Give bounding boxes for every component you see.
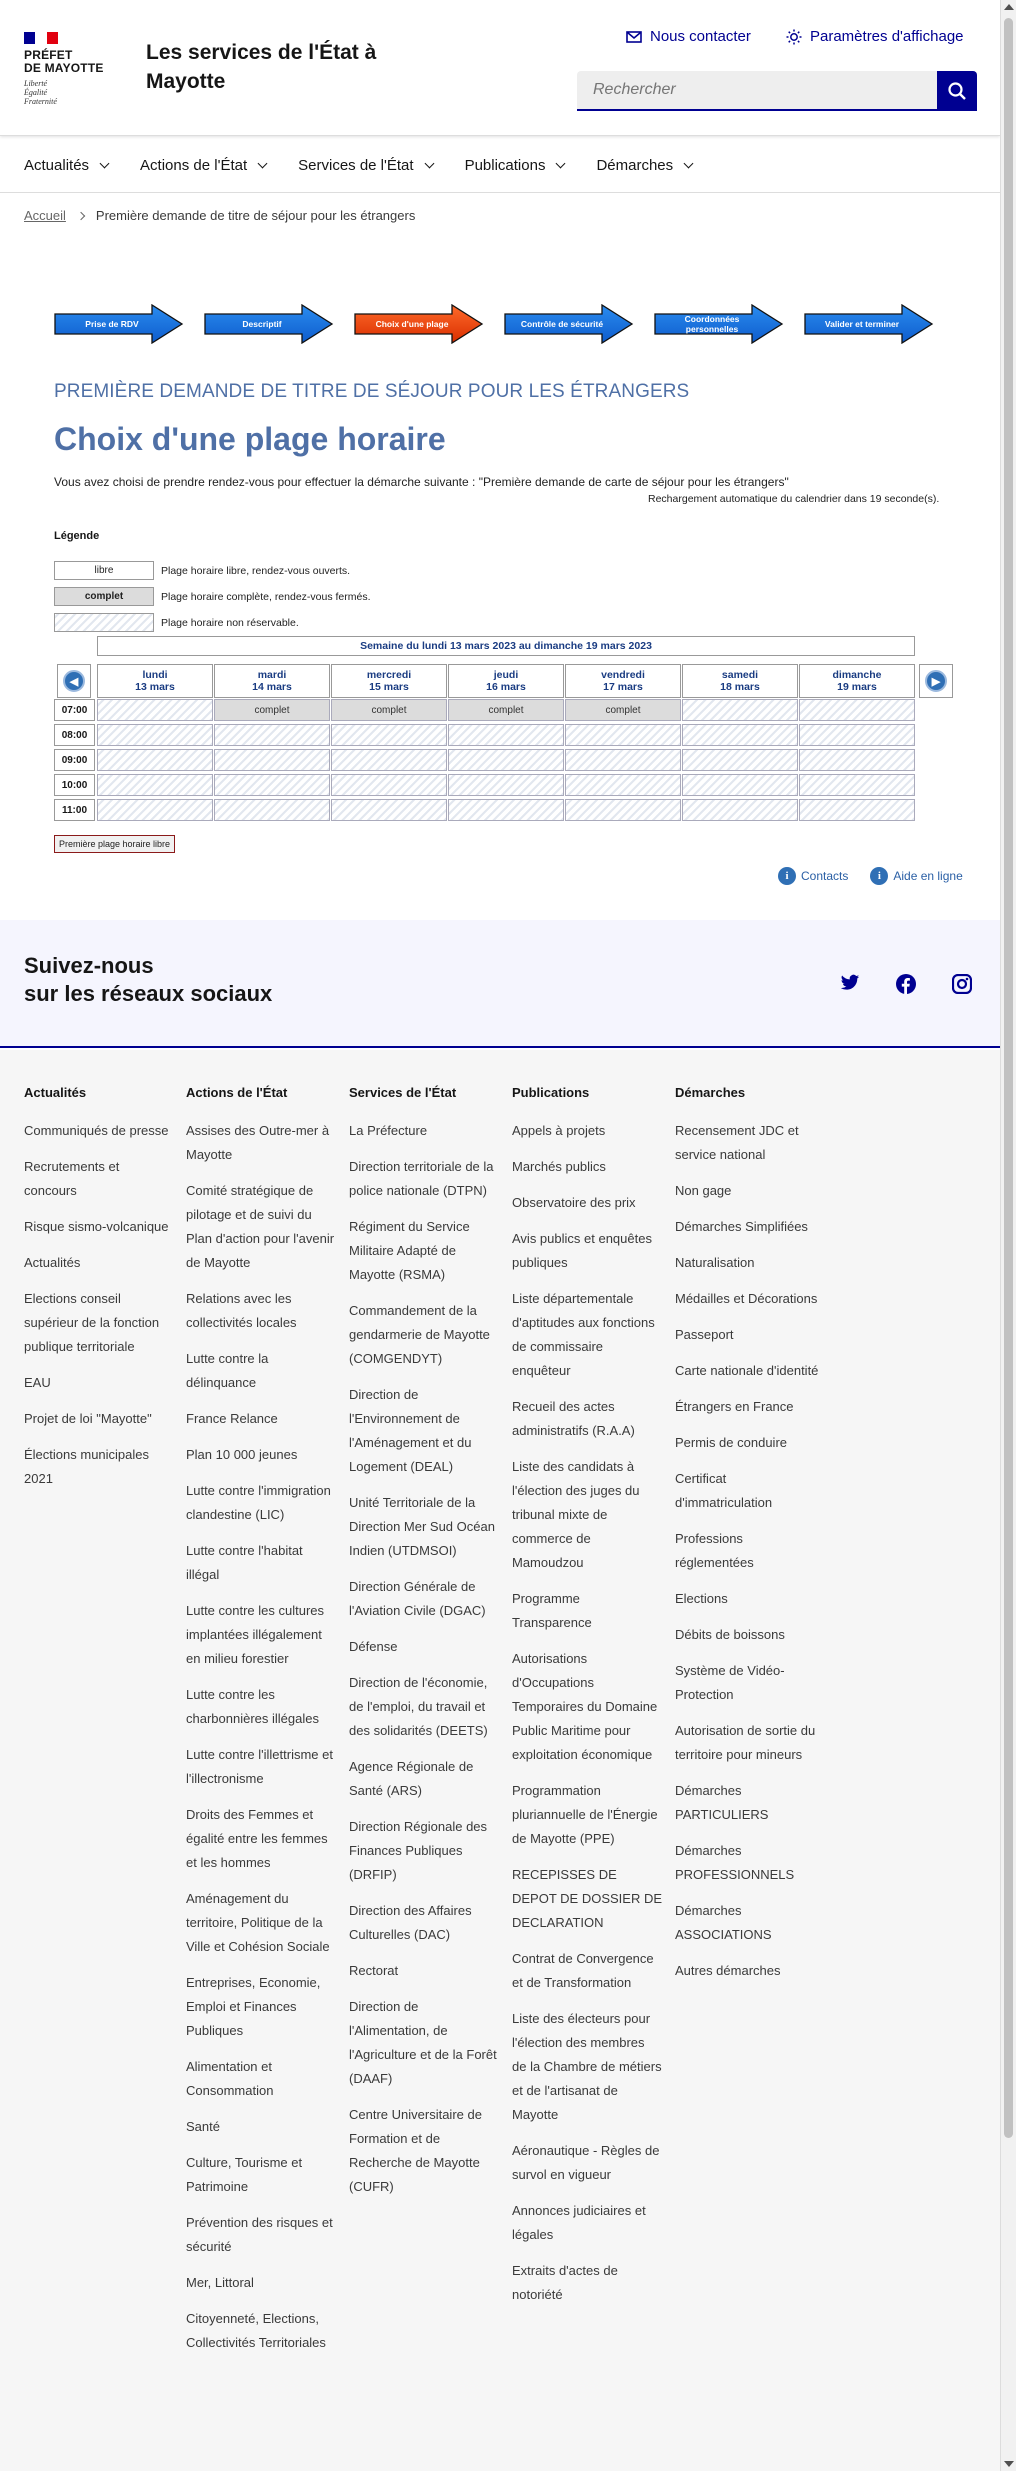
footer-link[interactable]: Annonces judiciaires et légales	[512, 2203, 646, 2242]
footer-link[interactable]: Étrangers en France	[675, 1399, 794, 1414]
footer-link[interactable]: Projet de loi "Mayotte"	[24, 1411, 152, 1426]
footer-link[interactable]: Marchés publics	[512, 1159, 606, 1174]
chevron-down-icon	[258, 158, 268, 168]
footer-link[interactable]: Certificat d'immatriculation	[675, 1471, 773, 1510]
slot-full: complet	[565, 699, 681, 721]
footer-link[interactable]: Contrat de Convergence et de Transformation	[512, 1951, 654, 1990]
slot-unavailable	[565, 799, 681, 821]
footer-link[interactable]: Direction Générale de l'Aviation Civile (DGAC)	[349, 1579, 486, 1618]
footer-link[interactable]: Programme Transparence	[512, 1591, 592, 1630]
logo-line-1: PRÉFET	[24, 48, 73, 62]
slot-unavailable	[331, 799, 447, 821]
step-label: Descriptif	[242, 319, 282, 329]
footer-link[interactable]: Elections	[675, 1591, 728, 1606]
slot-unavailable	[799, 799, 915, 821]
slot-unavailable	[214, 724, 330, 746]
nav-label: Services de l'État	[298, 156, 414, 174]
slot-unavailable	[799, 774, 915, 796]
instagram-icon[interactable]	[952, 974, 972, 994]
time-label: 11:00	[54, 799, 95, 821]
day-header-samedi	[682, 664, 798, 698]
scroll-thumb[interactable]	[1004, 18, 1013, 2138]
footer-link[interactable]: Médailles et Décorations	[675, 1291, 818, 1306]
nav-label: Actions de l'État	[140, 156, 248, 174]
footer-link[interactable]: Direction territoriale de la police nationale (DTPN)	[349, 1159, 494, 1198]
contact-label: Nous contacter	[650, 28, 751, 45]
slot-unavailable	[214, 749, 330, 771]
footer-link[interactable]: Débits de boissons	[675, 1627, 785, 1642]
footer-link[interactable]: Comité stratégique de pilotage et de suivi du Plan d'action pour l'avenir de Mayotte	[186, 1183, 335, 1270]
step-1	[54, 304, 184, 344]
nav-label: Démarches	[596, 156, 674, 174]
nav-services-etat[interactable]	[298, 137, 432, 193]
footer-link[interactable]: Démarches PARTICULIERS	[675, 1783, 769, 1822]
slot-unavailable	[214, 799, 330, 821]
next-week-button[interactable]	[919, 664, 953, 698]
footer-link[interactable]: Système de Vidéo-Protection	[675, 1663, 785, 1702]
social-title	[24, 952, 272, 1008]
motto-fraternite: Fraternité	[24, 97, 57, 106]
footer-link[interactable]: Entreprises, Economie, Emploi et Finances Publiques	[186, 1975, 321, 2038]
slot-unavailable	[682, 724, 798, 746]
footer-column-title: Publications	[512, 1085, 590, 1100]
nav-actualites[interactable]	[24, 137, 108, 193]
footer-link[interactable]: Direction des Affaires Culturelles (DAC)	[349, 1903, 472, 1942]
footer-link[interactable]: Non gage	[675, 1183, 732, 1198]
footer-link[interactable]: Communiqués de presse	[24, 1123, 169, 1138]
motto-liberte: Liberté	[24, 79, 48, 88]
contacts-link[interactable]	[778, 867, 848, 885]
footer-link[interactable]: Centre Universitaire de Formation et de Recherche de Mayotte (CUFR)	[349, 2107, 482, 2194]
slot-unavailable	[799, 724, 915, 746]
footer-link[interactable]: Régiment du Service Militaire Adapté de Mayotte (RSMA)	[349, 1219, 470, 1282]
day-date: 19 mars	[837, 681, 877, 693]
arrow-right-icon: ▶	[925, 670, 947, 692]
day-date: 17 mars	[603, 681, 643, 693]
time-label: 10:00	[54, 774, 95, 796]
footer-link[interactable]: Autres démarches	[675, 1963, 781, 1978]
footer-link[interactable]: Passeport	[675, 1327, 734, 1342]
day-name: mercredi	[366, 669, 412, 681]
footer-link[interactable]: Agence Régionale de Santé (ARS)	[349, 1759, 474, 1798]
reload-countdown: Rechargement automatique du calendrier dans 19 seconde(s).	[648, 493, 940, 505]
step-6	[804, 304, 934, 344]
chevron-down-icon	[556, 158, 566, 168]
footer-link[interactable]: Lutte contre l'immigration clandestine (LIC)	[186, 1483, 331, 1522]
footer-link[interactable]: Recrutements et concours	[24, 1159, 120, 1198]
footer-column-title: Services de l'État	[349, 1085, 457, 1100]
online-help-link[interactable]	[870, 867, 962, 885]
contact-link[interactable]	[626, 28, 751, 45]
slot-unavailable	[565, 749, 681, 771]
footer-column-title: Actualités	[24, 1085, 87, 1100]
footer-link[interactable]: Elections conseil supérieur de la fonction publique territoriale	[24, 1291, 160, 1354]
facebook-icon[interactable]	[896, 974, 916, 994]
legend-free-box: libre	[54, 561, 154, 580]
footer-column	[349, 1085, 499, 2211]
page-scrollbar[interactable]	[1000, 0, 1016, 2471]
slot-unavailable	[799, 699, 915, 721]
slot-unavailable	[448, 749, 564, 771]
footer-link[interactable]: Droits des Femmes et égalité entre les femmes et les hommes	[186, 1807, 328, 1870]
step-label: Contrôle de sécurité	[520, 319, 604, 329]
chevron-down-icon	[100, 158, 110, 168]
footer-link[interactable]: Relations avec les collectivités locales	[186, 1291, 297, 1330]
sun-icon	[786, 29, 802, 45]
slot-unavailable	[448, 774, 564, 796]
slot-unavailable	[682, 749, 798, 771]
marianne-flag-icon	[24, 32, 58, 44]
slot-unavailable	[565, 774, 681, 796]
prev-week-button[interactable]	[57, 664, 91, 698]
chevron-down-icon	[684, 158, 694, 168]
day-name: vendredi	[601, 669, 645, 681]
nav-demarches[interactable]	[596, 137, 692, 193]
nav-publications[interactable]	[465, 137, 565, 193]
slot-unavailable	[331, 724, 447, 746]
footer-link[interactable]: Recensement JDC et service national	[675, 1123, 799, 1162]
day-name: mardi	[257, 669, 287, 681]
footer-link[interactable]: Carte nationale d'identité	[675, 1363, 819, 1378]
display-settings-link[interactable]	[786, 28, 964, 45]
footer-link[interactable]: Mer, Littoral	[186, 2275, 254, 2290]
slot-unavailable	[97, 724, 213, 746]
prefet-logo[interactable]	[24, 32, 114, 106]
footer-link[interactable]: Culture, Tourisme et Patrimoine	[186, 2155, 303, 2194]
day-name: lundi	[142, 669, 168, 681]
footer-link[interactable]: Avis publics et enquêtes publiques	[512, 1231, 652, 1270]
slot-unavailable	[331, 774, 447, 796]
logo-line-2: DE MAYOTTE	[24, 61, 104, 75]
footer-link[interactable]: Risque sismo-volcanique	[24, 1219, 169, 1234]
footer-link[interactable]: France Relance	[186, 1411, 278, 1426]
footer-column-title: Démarches	[675, 1085, 746, 1100]
footer-link[interactable]: Alimentation et Consommation	[186, 2059, 274, 2098]
day-name: jeudi	[493, 669, 519, 681]
slot-full: complet	[331, 699, 447, 721]
day-name: samedi	[721, 669, 759, 681]
mail-icon	[626, 30, 642, 44]
slot-unavailable	[682, 799, 798, 821]
legend-full-text: Plage horaire complète, rendez-vous fermés.	[161, 590, 371, 603]
footer-link[interactable]: Démarches Simplifiées	[675, 1219, 808, 1234]
slot-unavailable	[448, 799, 564, 821]
info-icon: i	[870, 867, 888, 885]
nav-label: Publications	[464, 156, 546, 174]
breadcrumb-current: Première demande de titre de séjour pour les étrangers	[95, 208, 416, 223]
slot-unavailable	[97, 774, 213, 796]
footer-link[interactable]: Aménagement du territoire, Politique de la Ville et Cohésion Sociale	[186, 1891, 330, 1954]
footer-link[interactable]: Direction Régionale des Finances Publiques (DRFIP)	[349, 1819, 488, 1882]
legend-full-box: complet	[54, 587, 154, 606]
footer-link[interactable]: Commandement de la gendarmerie de Mayotte (COMGENDYT)	[349, 1303, 490, 1366]
procedure-intro: Vous avez choisi de prendre rendez-vous pour effectuer la démarche suivante : "Première demande de carte de séjour pour les étrangers"	[54, 475, 789, 489]
page-title: Choix d'une plage horaire	[54, 421, 446, 457]
online-help-label: Aide en ligne	[893, 869, 963, 883]
footer-link[interactable]: La Préfecture	[349, 1123, 428, 1138]
contacts-label: Contacts	[801, 869, 849, 883]
slot-unavailable	[214, 774, 330, 796]
breadcrumb-home[interactable]: Accueil	[24, 208, 66, 223]
display-settings-label: Paramètres d'affichage	[810, 28, 964, 45]
footer-link[interactable]: EAU	[24, 1375, 51, 1390]
footer-link[interactable]: Lutte contre les cultures implantées illégalement en milieu forestier	[186, 1603, 325, 1666]
footer-link[interactable]: Extraits d'actes de notoriété	[512, 2263, 618, 2302]
footer-column	[24, 1085, 174, 1503]
legend-free	[54, 561, 350, 580]
day-header-lundi	[97, 664, 213, 698]
day-date: 13 mars	[135, 681, 175, 693]
footer-link[interactable]: Plan 10 000 jeunes	[186, 1447, 298, 1462]
time-label: 09:00	[54, 749, 95, 771]
step-2	[204, 304, 334, 344]
footer-link[interactable]: Professions réglementées	[675, 1531, 754, 1570]
social-title-line-2: sur les réseaux sociaux	[24, 981, 273, 1006]
chevron-down-icon	[424, 158, 434, 168]
day-header-dimanche	[799, 664, 915, 698]
day-header-vendredi	[565, 664, 681, 698]
day-date: 16 mars	[486, 681, 526, 693]
footer-link[interactable]: Démarches ASSOCIATIONS	[675, 1903, 772, 1942]
footer-link[interactable]: Direction de l'économie, de l'emploi, du travail et des solidarités (DEETS)	[349, 1675, 488, 1738]
step-label: Coordonnées personnelles	[684, 314, 740, 334]
social-icons	[840, 974, 972, 994]
footer-column	[186, 1085, 336, 2367]
day-date: 18 mars	[720, 681, 760, 693]
footer-link[interactable]: Lutte contre l'habitat illégal	[186, 1543, 303, 1582]
footer-column	[512, 1085, 662, 2319]
slot-unavailable	[97, 749, 213, 771]
legend-na-box	[54, 613, 154, 632]
booking-steps	[54, 304, 934, 344]
site-footer	[0, 1050, 1000, 2471]
footer-link[interactable]: Recueil des actes administratifs (R.A.A)	[512, 1399, 635, 1438]
footer-link[interactable]: Défense	[349, 1639, 398, 1654]
breadcrumb	[24, 208, 415, 223]
slot-unavailable	[448, 724, 564, 746]
slot-unavailable	[97, 699, 213, 721]
day-date: 14 mars	[252, 681, 292, 693]
footer-link[interactable]: Assises des Outre-mer à Mayotte	[186, 1123, 330, 1162]
nav-actions-etat[interactable]	[140, 137, 266, 193]
main-nav	[0, 137, 1000, 193]
day-header-mercredi	[331, 664, 447, 698]
slot-full: complet	[448, 699, 564, 721]
footer-link[interactable]: Programmation pluriannuelle de l'Énergie de Mayotte (PPE)	[512, 1783, 658, 1846]
procedure-subtitle: PREMIÈRE DEMANDE DE TITRE DE SÉJOUR POUR LES ÉTRANGERS	[54, 381, 690, 402]
scroll-up-icon[interactable]	[1004, 4, 1014, 10]
slot-unavailable	[331, 749, 447, 771]
footer-link[interactable]: Citoyenneté, Elections, Collectivités Territoriales	[186, 2311, 326, 2350]
footer-link[interactable]: Autorisations d'Occupations Temporaires du Domaine Public Maritime pour exploitation économique	[512, 1651, 658, 1762]
step-3	[354, 304, 484, 344]
footer-column	[675, 1085, 825, 1995]
footer-column-title: Actions de l'État	[186, 1085, 288, 1100]
footer-link[interactable]: Appels à projets	[512, 1123, 606, 1138]
slot-unavailable	[97, 799, 213, 821]
footer-link[interactable]: Actualités	[24, 1255, 81, 1270]
footer-link[interactable]: Prévention des risques et sécurité	[186, 2215, 333, 2254]
footer-link[interactable]: Élections municipales 2021	[24, 1447, 150, 1486]
logo-motto	[24, 79, 114, 106]
search-input[interactable]	[577, 71, 937, 111]
slot-unavailable	[682, 699, 798, 721]
day-header-mardi	[214, 664, 330, 698]
legend-title: Légende	[54, 530, 100, 542]
time-label: 08:00	[54, 724, 95, 746]
footer-link[interactable]: Liste des candidats à l'élection des juges du tribunal mixte de commerce de Mamoudzou	[512, 1459, 640, 1570]
site-header	[0, 0, 1000, 136]
footer-link[interactable]: Unité Territoriale de la Direction Mer Sud Océan Indien (UTDMSOI)	[349, 1495, 495, 1558]
footer-link[interactable]: Liste départementale d'aptitudes aux fonctions de commissaire enquêteur	[512, 1291, 655, 1378]
footer-link[interactable]: Lutte contre l'illettrisme et l'illectronisme	[186, 1747, 333, 1786]
footer-link[interactable]: Santé	[186, 2119, 220, 2134]
site-name[interactable]: Les services de l'État à Mayotte	[146, 41, 377, 93]
week-range: Semaine du lundi 13 mars 2023 au dimanche 19 mars 2023	[97, 636, 915, 656]
slot-unavailable	[799, 749, 915, 771]
day-name: dimanche	[832, 669, 882, 681]
legend-na-text: Plage horaire non réservable.	[161, 616, 299, 629]
day-header-jeudi	[448, 664, 564, 698]
search-bar	[577, 71, 977, 111]
help-links	[778, 867, 963, 885]
slot-unavailable	[565, 724, 681, 746]
search-icon	[947, 81, 967, 101]
info-icon: i	[778, 867, 796, 885]
scroll-down-icon[interactable]	[1004, 2461, 1014, 2467]
footer-link[interactable]: Démarches PROFESSIONNELS	[675, 1843, 795, 1882]
social-title-line-1: Suivez-nous	[24, 953, 154, 978]
footer-link[interactable]: Liste des électeurs pour l'élection des membres de la Chambre de métiers et de l'artisanat de Mayotte	[512, 2011, 662, 2122]
footer-link[interactable]: Aéronautique - Règles de survol en vigueur	[512, 2143, 660, 2182]
legend-full	[54, 587, 371, 606]
footer-link[interactable]: Direction de l'Environnement de l'Aménagement et du Logement (DEAL)	[349, 1387, 472, 1474]
step-label: Choix d'une plage	[375, 319, 449, 329]
arrow-left-icon: ◀	[63, 670, 85, 692]
footer-link[interactable]: Autorisation de sortie du territoire pour mineurs	[675, 1723, 816, 1762]
legend-na	[54, 613, 299, 632]
footer-link[interactable]: Observatoire des prix	[512, 1195, 636, 1210]
first-free-slot-button[interactable]: Première plage horaire libre	[54, 835, 175, 853]
search-button[interactable]	[937, 71, 977, 111]
legend-free-text: Plage horaire libre, rendez-vous ouverts.	[161, 564, 351, 577]
step-label: Prise de RDV	[85, 319, 139, 329]
motto-egalite: Égalité	[24, 88, 48, 97]
footer-link[interactable]: Lutte contre les charbonnières illégales	[186, 1687, 319, 1726]
step-4	[504, 304, 634, 344]
footer-link[interactable]: RECEPISSES DE DEPOT DE DOSSIER DE DECLARATION	[512, 1867, 663, 1930]
day-date: 15 mars	[369, 681, 409, 693]
footer-link[interactable]: Direction de l'Alimentation, de l'Agriculture et de la Forêt (DAAF)	[349, 1999, 497, 2086]
slot-unavailable	[682, 774, 798, 796]
footer-link[interactable]: Rectorat	[349, 1963, 399, 1978]
step-5	[654, 304, 784, 344]
footer-link[interactable]: Permis de conduire	[675, 1435, 787, 1450]
social-section	[0, 920, 1000, 1048]
time-label: 07:00	[54, 699, 95, 721]
footer-link[interactable]: Lutte contre la délinquance	[186, 1351, 269, 1390]
chevron-right-icon	[77, 211, 85, 219]
step-label: Valider et terminer	[824, 319, 900, 329]
slot-full: complet	[214, 699, 330, 721]
nav-label: Actualités	[24, 156, 90, 174]
twitter-icon[interactable]	[840, 974, 860, 992]
footer-link[interactable]: Naturalisation	[675, 1255, 755, 1270]
